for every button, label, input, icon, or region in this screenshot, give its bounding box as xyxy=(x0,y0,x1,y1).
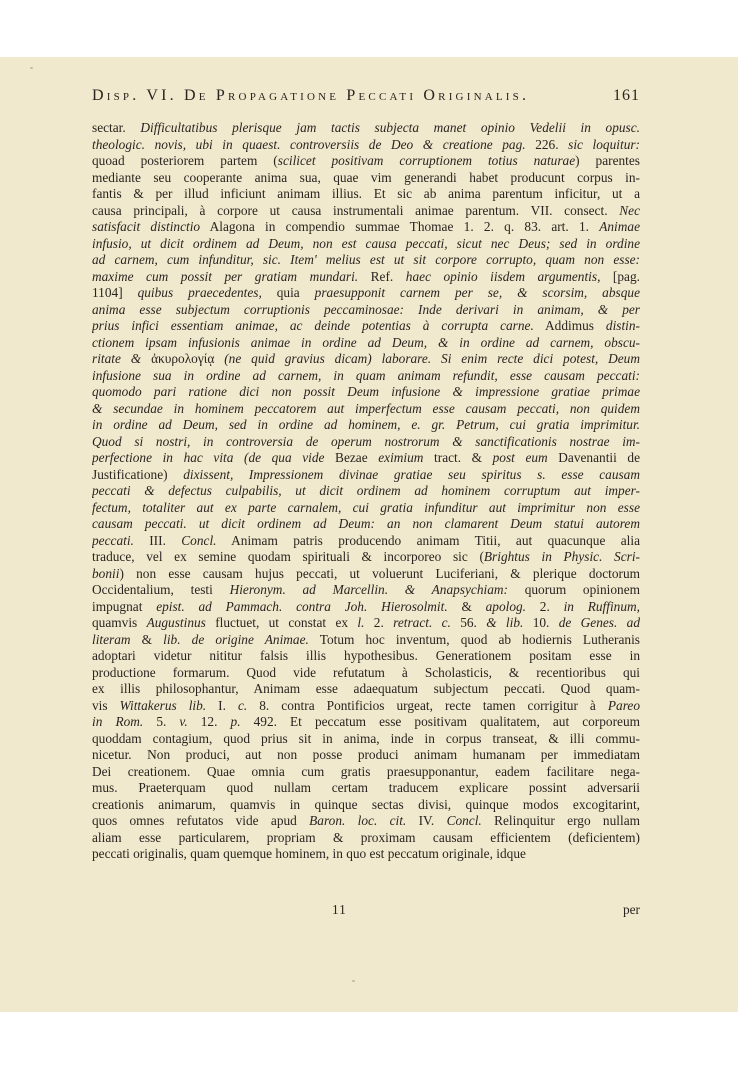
italic-run: fectum, totaliter aut ex parte carnalem, cui gratia infunditur aut imprimitur non esse xyxy=(92,499,640,515)
text-run: 1104] xyxy=(92,285,138,300)
italic-run: perfectione in hac vita (de qua vide xyxy=(92,450,325,465)
italic-run: l. xyxy=(357,615,365,630)
text-line xyxy=(92,813,640,830)
text-run: adoptari videtur nititur falsis illis hypothesibus. Generationem positam esse in xyxy=(92,648,640,663)
text-run: vis xyxy=(92,697,120,713)
text-run: mediante seu cooperante anima sua, quae vim generandi habet producunt corpus in- xyxy=(92,169,640,185)
text-run: fantis & per illud inficiunt animam illius. Et sic ab anima parentum inficitur, ut a xyxy=(92,186,640,201)
text-run: & xyxy=(447,598,486,614)
italic-run: satisfacit distinctio xyxy=(92,219,201,234)
catchword: per xyxy=(622,902,640,917)
italic-run: & secundae in hominem peccatorem aut imperfectum esse causam peccati, non quidem xyxy=(92,400,640,416)
italic-run: maxime cum possit per gratiam mundari. xyxy=(92,268,359,284)
text-line xyxy=(92,219,640,236)
text-run: Dei creationem. Quae omnia cum gratis praesupponantur, eadem facilitare nega- xyxy=(92,763,640,779)
text-line xyxy=(92,533,640,550)
text-line xyxy=(92,417,640,434)
italic-run: peccati. xyxy=(92,532,134,548)
text-run: 10. xyxy=(523,615,559,630)
text-line xyxy=(92,401,640,418)
italic-run: Augustinus xyxy=(146,615,206,630)
text-line xyxy=(92,681,640,698)
italic-run: quomodo pari ratione dici non possit Deum infusione & impressione gratiae primae xyxy=(92,384,640,399)
text-line xyxy=(92,137,640,154)
italic-run: Quod si nostri, in controversia de operum nostrorum & sanctificationis nostrae im- xyxy=(92,433,640,449)
text-run: [pag. xyxy=(600,268,640,284)
text-line xyxy=(92,566,640,583)
italic-run: distin- xyxy=(605,318,640,333)
text-run: Davenantii de xyxy=(547,450,640,465)
text-run: tract. & xyxy=(423,450,493,465)
text-run: Totum hoc inventum, quod ab hodiernis Lutheranis xyxy=(308,631,640,647)
text-line xyxy=(92,648,640,665)
text-line xyxy=(92,500,640,517)
text-line xyxy=(92,764,640,781)
text-line xyxy=(92,384,640,401)
text-run: ἀκυρολογίᾳ xyxy=(151,351,215,366)
page-footer xyxy=(92,902,640,918)
text-run: 56. xyxy=(450,615,487,630)
text-line xyxy=(92,302,640,319)
italic-run: v. xyxy=(179,714,188,729)
text-run: IV. xyxy=(406,813,447,828)
text-run: traduce, vel ex semine quodam spirituali & incorporeo sic ( xyxy=(92,549,484,564)
signature-mark: 11 xyxy=(332,902,347,917)
italic-run: peccati & defectus culpabilis, ut dicit ordinem ad hominem corruptum aut imper- xyxy=(92,483,640,498)
text-run: ) parentes xyxy=(575,153,640,168)
italic-run: theologic. novis, ubi in quaest. controversiis de Deo & creatione pag. xyxy=(92,136,526,152)
text-line xyxy=(92,368,640,385)
text-run: 2. xyxy=(526,598,564,614)
italic-run: Nec xyxy=(619,202,640,218)
text-line xyxy=(92,632,640,649)
text-run: III. xyxy=(133,532,182,548)
text-run: causa principali, à corpore ut causa instrumentali animae parentum. VII. consect. xyxy=(92,202,620,218)
text-line xyxy=(92,714,640,731)
text-line xyxy=(92,599,640,616)
text-line xyxy=(92,698,640,715)
body-text xyxy=(92,120,640,863)
text-run: peccati originalis, quam quemque hominem, in quo est peccatum originale, idque xyxy=(92,846,526,861)
text-line xyxy=(92,731,640,748)
text-line xyxy=(92,351,640,368)
text-run: aliam esse particularem, propriam & proximam causam efficientem (deficientem) xyxy=(92,829,640,845)
italic-run: Wittakerus lib. xyxy=(119,697,207,713)
text-run: productione formarum. Quod vide refutatum à Scholasticis, & recentioribus qui xyxy=(92,664,640,680)
text-line xyxy=(92,483,640,500)
italic-run: prius infici essentiam animae, ac deinde potentias à corrupta carne. xyxy=(92,318,534,333)
text-line xyxy=(92,582,640,599)
italic-run: Brightus in Physic. Scri- xyxy=(483,549,640,564)
italic-run: in Rom. xyxy=(92,714,144,729)
text-line xyxy=(92,780,640,797)
text-line xyxy=(92,516,640,533)
text-run: ex illis philosophantur, Animam esse adaequatum subjectum peccati. Quod quam- xyxy=(92,681,640,696)
italic-run: retract. c. xyxy=(393,615,451,630)
italic-run: epist. ad Pammach. contra Joh. Hierosolmit. xyxy=(156,598,448,614)
text-line xyxy=(92,153,640,170)
running-header xyxy=(92,87,640,105)
italic-run: in Ruffinum, xyxy=(563,598,640,614)
italic-run: sic loquitur: xyxy=(568,136,640,152)
text-run: Relinquitur ergo nullam xyxy=(481,813,640,828)
italic-run: literam xyxy=(92,631,131,647)
italic-run: c. xyxy=(237,697,248,713)
italic-run: scilicet positivam corruptionem totius naturae xyxy=(277,153,576,168)
text-line xyxy=(92,318,640,335)
italic-run: p. xyxy=(230,714,241,729)
text-line xyxy=(92,434,640,451)
text-run: quorum opinionem xyxy=(507,582,640,597)
header-title: Disp. VI. De Propagatione Peccati Originalis. xyxy=(92,87,530,104)
text-run: 5. xyxy=(143,714,180,729)
italic-run: quibus praecedentes, xyxy=(137,285,262,300)
paper-speck xyxy=(352,980,355,982)
italic-run: bonii xyxy=(92,565,120,581)
text-run: quoad posteriorem partem ( xyxy=(92,153,278,168)
text-run: Addimus xyxy=(533,318,606,333)
text-run: creationis animarum, quamvis in quinque sectas divisi, quinque modos excogitarint, xyxy=(92,796,640,812)
italic-run: ad carnem, cum infunditur, sic. Item' melius est ut sit corpore corrupto, quam non esse: xyxy=(92,252,640,267)
italic-run: Hieronym. ad Marcellin. & Anapsychiam: xyxy=(229,582,508,597)
italic-run: infusio, ut dicit ordinem ad Deum, non est causa peccati, sicut nec Deus; sed in ordine xyxy=(92,235,640,251)
text-line xyxy=(92,335,640,352)
text-run: 8. contra Pontificios urgeat, recte tamen corrigitur à xyxy=(247,697,608,713)
text-run: quos omnes refutatos vide apud xyxy=(92,813,310,828)
text-line xyxy=(92,120,640,137)
italic-run: eximium xyxy=(378,450,424,465)
text-run: Animam patris producendo animam Titii, aut quacunque alia xyxy=(216,532,640,548)
text-run: Ref. xyxy=(358,268,406,284)
text-line xyxy=(92,797,640,814)
text-run: 226. xyxy=(525,136,569,152)
text-line xyxy=(92,450,640,467)
text-line xyxy=(92,467,640,484)
italic-run: Concl. xyxy=(446,813,482,828)
italic-run: Animae xyxy=(599,219,640,234)
text-line xyxy=(92,170,640,187)
text-run: quoddam contagium, quod prius sit in anima, inde in corpus transeat, & illi commu- xyxy=(92,730,640,746)
text-run: fluctuet, ut constat ex xyxy=(205,615,358,630)
italic-run: ritate & xyxy=(92,351,152,366)
italic-run: in ordine ad Deum, sed in ordine ad hominem, e. gr. Petrum, cui gratia imprimitur. xyxy=(92,417,640,432)
text-line xyxy=(92,665,640,682)
text-run: mus. Praeterquam quod nullam certam traducem explicare possint adversarii xyxy=(92,780,640,795)
text-run: 2. xyxy=(364,615,394,630)
text-line xyxy=(92,846,640,863)
italic-run: Concl. xyxy=(181,532,217,548)
italic-run: Pareo xyxy=(607,697,640,713)
paper-speck xyxy=(30,67,33,69)
text-run: sectar. xyxy=(92,120,141,135)
italic-run: Baron. loc. cit. xyxy=(309,813,407,828)
text-line xyxy=(92,747,640,764)
text-run: 492. Et peccatum esse positivam qualitatem, aut corporeum xyxy=(240,714,640,729)
text-run: 12. xyxy=(187,714,231,729)
text-run: quamvis xyxy=(92,615,147,630)
italic-run: Difficultatibus plerisque jam tactis subjecta manet opinio Vedelii in opusc. xyxy=(140,120,640,135)
text-line xyxy=(92,236,640,253)
text-run: I. xyxy=(206,697,238,713)
text-run: quia xyxy=(261,285,315,300)
italic-run: praesupponit carnem per se, & scorsim, absque xyxy=(314,285,640,300)
italic-run: haec opinio iisdem argumentis, xyxy=(405,268,601,284)
text-line xyxy=(92,830,640,847)
text-run: Bezae xyxy=(324,450,379,465)
italic-run: causam peccati. ut dicit ordinem ad Deum: an non clamarent Deum statui autorem xyxy=(92,516,640,531)
italic-run: (ne quid gravius dicam) laborare. Si enim recte dici potest, Deum xyxy=(214,351,640,366)
text-run: ) non esse causam hujus peccati, ut voluerunt Luciferiani, & plerique doctorum xyxy=(119,565,640,581)
italic-run: post eum xyxy=(492,450,548,465)
italic-run: anima esse subjectum corruptionis peccaminosae: Inde derivari in animam, & per xyxy=(92,301,640,317)
text-line xyxy=(92,252,640,269)
text-run: impugnat xyxy=(92,598,157,614)
text-run: & xyxy=(130,631,164,647)
italic-run: dixissent, Impressionem divinae gratiae seu spiritus s. esse causam xyxy=(183,466,640,482)
text-line xyxy=(92,203,640,220)
text-run: Occidentalium, testi xyxy=(92,582,230,597)
text-line xyxy=(92,269,640,286)
italic-run: infusione sua in ordine ad carnem, in quam animam refundit, esse causam peccati: xyxy=(92,367,640,383)
text-line xyxy=(92,285,640,302)
text-run: nicetur. Non produci, aut non posse produci animam humanam per immediatam xyxy=(92,747,640,762)
text-line xyxy=(92,549,640,566)
italic-run: ctionem ipsam infusionis animae in ordine ad Deum, & in ordine ad carnem, obscu- xyxy=(92,334,640,350)
text-run: Alagona in compendio summae Thomae 1. 2. q. 83. art. 1. xyxy=(200,219,600,234)
text-line xyxy=(92,615,640,632)
text-line xyxy=(92,186,640,203)
italic-run: lib. de origine Animae. xyxy=(163,631,309,647)
page-number: 161 xyxy=(613,87,640,104)
text-run: Justificatione) xyxy=(92,466,184,482)
italic-run: de Genes. ad xyxy=(558,615,640,630)
italic-run: & lib. xyxy=(486,615,524,630)
italic-run: apolog. xyxy=(485,598,527,614)
